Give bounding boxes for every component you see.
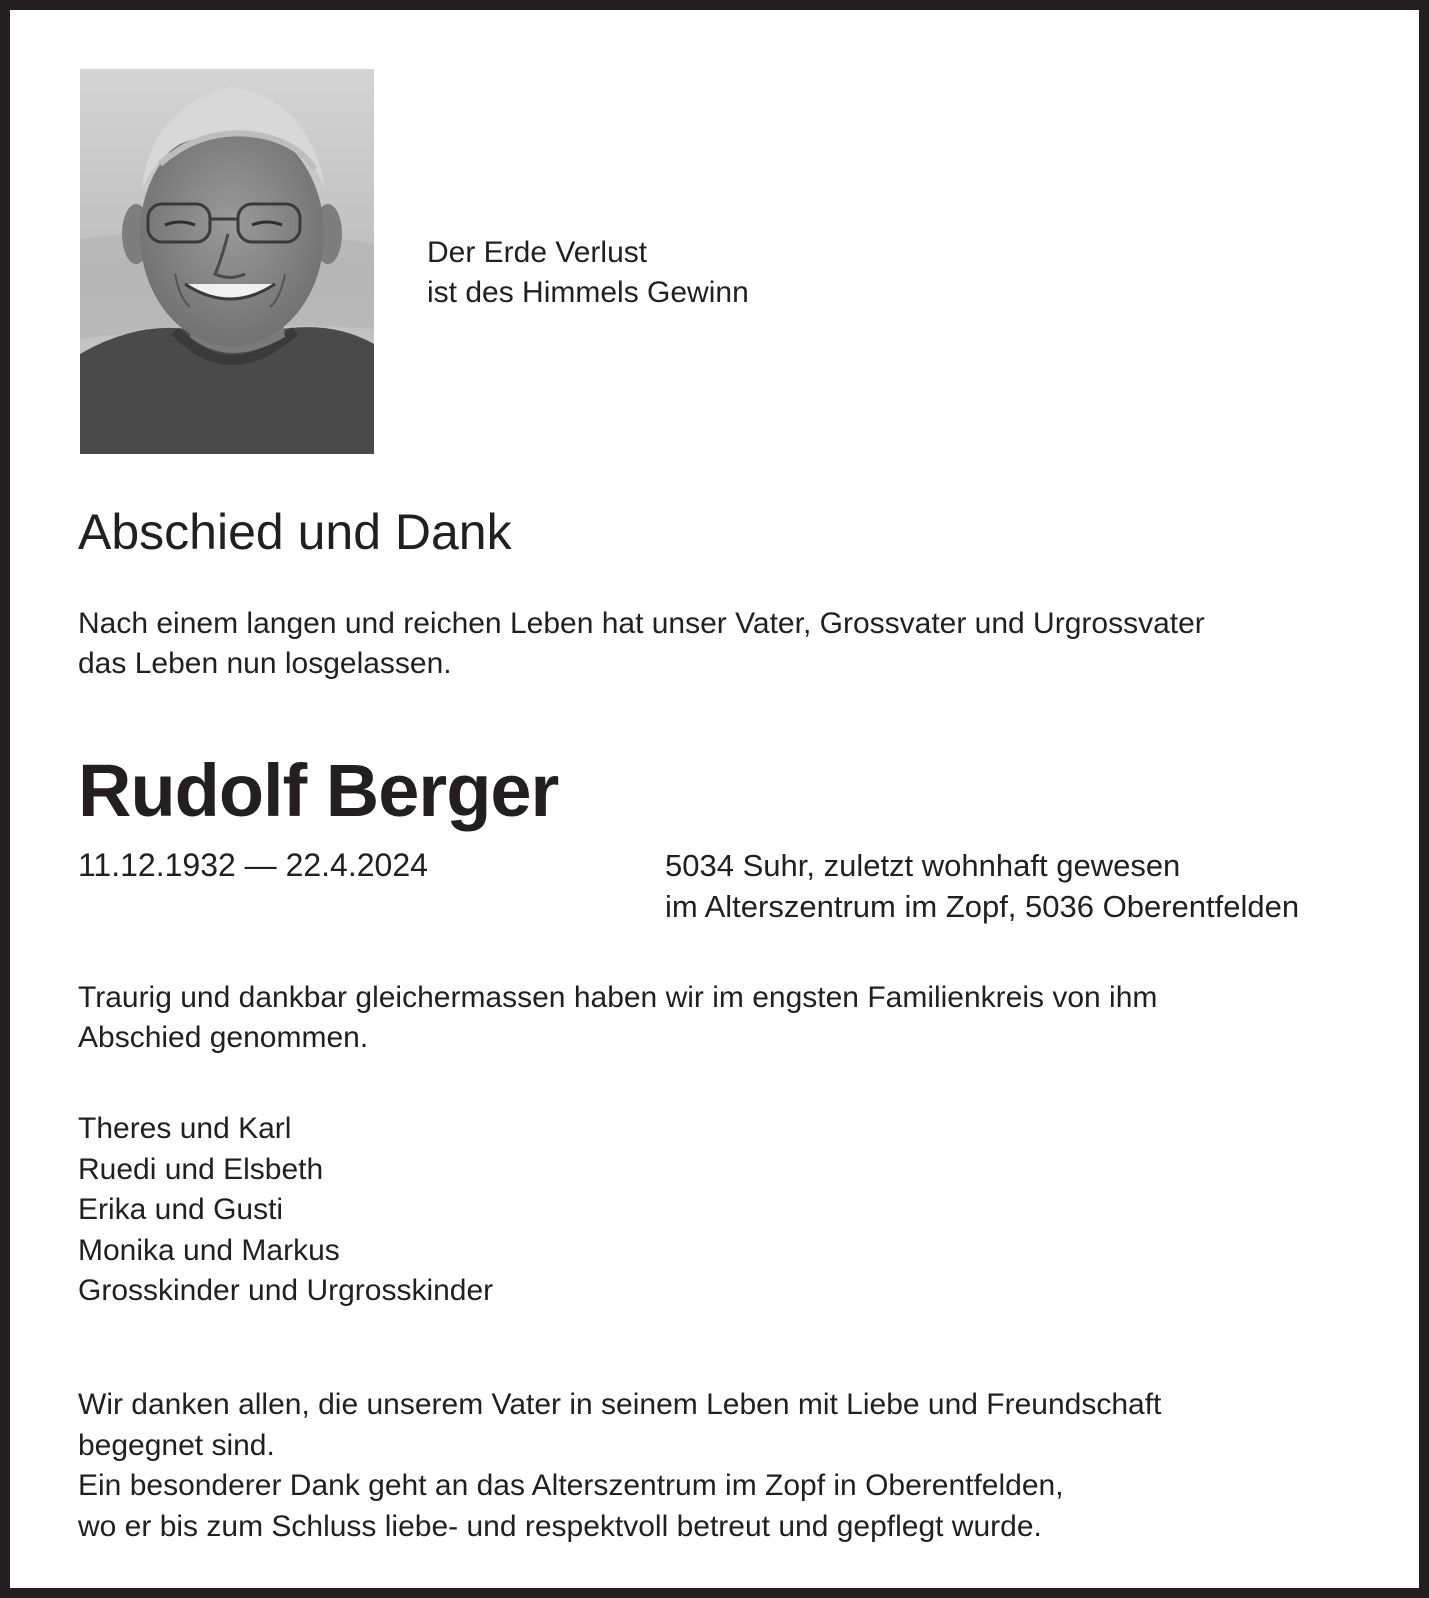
thanks-line: wo er bis zum Schluss liebe- und respektvoll betreut und gepflegt wurde. [78, 1509, 1042, 1543]
family-member: Grosskinder und Urgrosskinder [78, 1274, 494, 1307]
thanks-line: Wir danken allen, die unserem Vater in seinem Leben mit Liebe und Freundschaft [78, 1388, 1162, 1421]
thanks-line: Ein besonderer Dank geht an das Alterszentrum im Zopf in Oberentfelden, [78, 1469, 1064, 1502]
family-list [78, 1109, 493, 1312]
motto-line: ist des Himmels Gewinn [427, 276, 749, 309]
family-member: Monika und Markus [78, 1233, 340, 1267]
mourning-line: Abschied genommen. [78, 1021, 369, 1054]
mourning-paragraph [78, 978, 1157, 1058]
motto-quote [427, 233, 749, 313]
thanks-paragraph [78, 1385, 1161, 1547]
family-member: Erika und Gusti [78, 1193, 284, 1226]
section-heading: Abschied und Dank [78, 504, 512, 560]
residence-address [665, 845, 1299, 927]
family-member: Ruedi und Elsbeth [78, 1152, 324, 1186]
address-line: 5034 Suhr, zuletzt wohnhaft gewesen [665, 848, 1181, 883]
mourning-line: Traurig und dankbar gleichermassen haben wir im engsten Familienkreis von ihm [78, 981, 1158, 1014]
intro-line: das Leben nun losgelassen. [78, 647, 452, 680]
intro-paragraph [78, 604, 1205, 684]
life-dates: 11.12.1932 — 22.4.2024 [78, 847, 428, 883]
thanks-line: begegnet sind. [78, 1428, 275, 1462]
intro-line: Nach einem langen und reichen Leben hat unser Vater, Grossvater und Urgrossvater [78, 607, 1205, 640]
deceased-name: Rudolf Berger [78, 749, 559, 832]
family-member: Theres und Karl [78, 1112, 292, 1145]
address-line: im Alterszentrum im Zopf, 5036 Oberentfelden [665, 889, 1300, 924]
motto-line: Der Erde Verlust [427, 236, 648, 269]
portrait-photo [80, 69, 374, 454]
